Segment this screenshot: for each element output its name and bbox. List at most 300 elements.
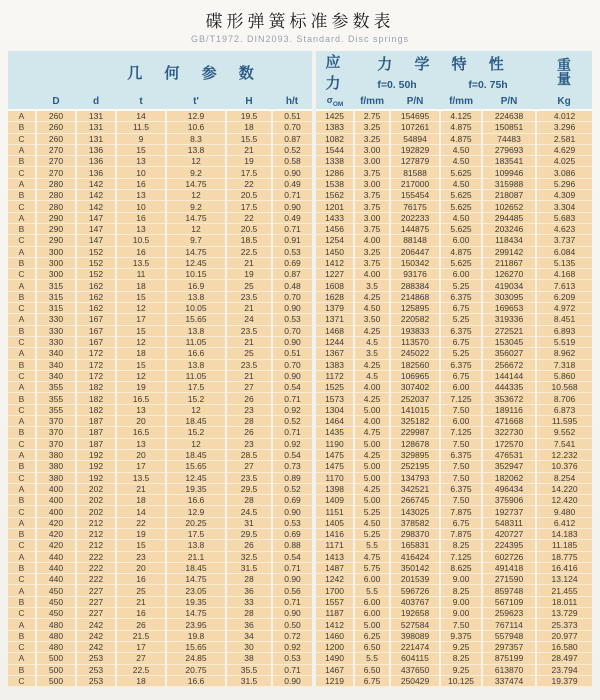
table-row <box>8 291 592 302</box>
table-cell: 227 <box>76 585 116 596</box>
table-cell: 0.87 <box>272 133 314 144</box>
table-cell: 28 <box>226 608 272 619</box>
table-cell: 4.00 <box>354 269 390 280</box>
table-cell: 0.53 <box>272 517 314 528</box>
table-cell: 290 <box>36 212 76 223</box>
table-cell: 10.125 <box>440 675 482 686</box>
table-cell: 1201 <box>314 201 354 212</box>
table-cell: 107261 <box>390 122 440 133</box>
table-cell: 13.5 <box>116 257 166 268</box>
table-cell: 5.25 <box>440 348 482 359</box>
table-cell: 355 <box>36 382 76 393</box>
table-cell: 5.625 <box>440 223 482 234</box>
table-cell: 250429 <box>390 675 440 686</box>
table-cell: 15.5 <box>226 133 272 144</box>
table-cell: 29.5 <box>226 483 272 494</box>
table-cell: 118434 <box>482 235 536 246</box>
table-cell: 420 <box>36 517 76 528</box>
table-cell: 23 <box>226 404 272 415</box>
table-cell: 6.75 <box>440 336 482 347</box>
table-cell: 6.75 <box>354 675 390 686</box>
table-cell: 3.75 <box>354 223 390 234</box>
table-cell: 1413 <box>314 551 354 562</box>
table-cell: 5.625 <box>440 201 482 212</box>
table-cell: 3.296 <box>536 122 592 133</box>
table-cell: 21 <box>226 144 272 155</box>
table-cell: 370 <box>36 427 76 438</box>
table-cell: 4.50 <box>440 212 482 223</box>
col-header-t: t <box>116 93 166 110</box>
table-cell: 227 <box>76 596 116 607</box>
table-cell: 192737 <box>482 506 536 517</box>
table-cell: 187 <box>76 416 116 427</box>
table-cell: 380 <box>36 449 76 460</box>
table-cell: 5.00 <box>354 404 390 415</box>
table-cell: 5.25 <box>354 528 390 539</box>
table-cell: 0.71 <box>272 223 314 234</box>
table-cell: 22.5 <box>226 246 272 257</box>
table-cell: 0.54 <box>272 551 314 562</box>
table-cell: 340 <box>36 359 76 370</box>
table-cell: 0.51 <box>272 348 314 359</box>
table-cell: 8.25 <box>440 653 482 664</box>
table-cell: 0.58 <box>272 156 314 167</box>
table-cell: 6.00 <box>354 608 390 619</box>
table-cell: 17.5 <box>166 382 226 393</box>
table-cell: 221474 <box>390 641 440 652</box>
row-type-label: A <box>8 653 36 664</box>
table-cell: 0.49 <box>272 178 314 189</box>
table-cell: 18 <box>226 122 272 133</box>
table-cell: 144144 <box>482 370 536 381</box>
weight-label-top: 重 <box>557 57 572 73</box>
table-cell: 4.012 <box>536 110 592 122</box>
table-cell: 10.15 <box>166 269 226 280</box>
table-cell: 604115 <box>390 653 440 664</box>
table-cell: 202 <box>76 506 116 517</box>
table-cell: 0.52 <box>272 483 314 494</box>
table-cell: 329895 <box>390 449 440 460</box>
table-cell: 26 <box>226 427 272 438</box>
table-cell: 256672 <box>482 359 536 370</box>
table-cell: 23.5 <box>226 472 272 483</box>
row-type-label: A <box>8 144 36 155</box>
table-cell: 22 <box>116 517 166 528</box>
table-cell: 9.375 <box>440 630 482 641</box>
table-cell: 227 <box>76 608 116 619</box>
row-type-label: B <box>8 495 36 506</box>
table-row <box>8 619 592 630</box>
table-cell: 1338 <box>314 156 354 167</box>
table-cell: 21.455 <box>536 585 592 596</box>
table-cell: 222 <box>76 562 116 573</box>
table-cell: 12.232 <box>536 449 592 460</box>
table-cell: 290 <box>36 223 76 234</box>
table-cell: 5.25 <box>354 506 390 517</box>
table-cell: 13.8 <box>166 144 226 155</box>
row-type-label: B <box>8 630 36 641</box>
table-cell: 21.1 <box>166 551 226 562</box>
table-cell: 217000 <box>390 178 440 189</box>
table-cell: 26 <box>116 619 166 630</box>
group-header-geometry: 几 何 参 数 <box>8 51 314 93</box>
table-cell: 16.580 <box>536 641 592 652</box>
table-cell: 12.45 <box>166 472 226 483</box>
table-cell: 288384 <box>390 280 440 291</box>
table-cell: 1409 <box>314 495 354 506</box>
table-cell: 242 <box>76 641 116 652</box>
table-cell: 4.25 <box>354 291 390 302</box>
table-cell: 7.875 <box>440 506 482 517</box>
row-type-label: C <box>8 641 36 652</box>
table-cell: 1187 <box>314 608 354 619</box>
table-cell: 315 <box>36 280 76 291</box>
table-cell: 18 <box>116 348 166 359</box>
table-cell: 0.70 <box>272 122 314 133</box>
table-cell: 1435 <box>314 427 354 438</box>
table-cell: 172 <box>76 348 116 359</box>
table-cell: 444335 <box>482 382 536 393</box>
table-cell: 1608 <box>314 280 354 291</box>
table-cell: 102652 <box>482 201 536 212</box>
row-type-label: C <box>8 506 36 517</box>
row-type-label: C <box>8 608 36 619</box>
table-cell: 8.25 <box>440 540 482 551</box>
table-cell: 12.45 <box>166 257 226 268</box>
table-cell: 319336 <box>482 314 536 325</box>
table-cell: 182 <box>76 393 116 404</box>
table-cell: 167 <box>76 336 116 347</box>
table-cell: 7.541 <box>536 438 592 449</box>
table-cell: 1383 <box>314 122 354 133</box>
table-cell: 23.5 <box>226 325 272 336</box>
table-cell: 9.552 <box>536 427 592 438</box>
table-cell: 10 <box>116 167 166 178</box>
table-cell: 3.304 <box>536 201 592 212</box>
table-cell: 12 <box>166 223 226 234</box>
table-cell: 6.75 <box>440 517 482 528</box>
table-row <box>8 404 592 415</box>
table-cell: 8.706 <box>536 393 592 404</box>
table-cell: 315988 <box>482 178 536 189</box>
table-cell: 31.5 <box>226 675 272 686</box>
row-type-label: A <box>8 449 36 460</box>
table-cell: 5.75 <box>354 562 390 573</box>
table-cell: 131 <box>76 122 116 133</box>
table-cell: 150851 <box>482 122 536 133</box>
table-cell: 6.893 <box>536 325 592 336</box>
table-cell: 134793 <box>390 472 440 483</box>
table-cell: 6.00 <box>440 235 482 246</box>
row-type-label: B <box>8 257 36 268</box>
row-type-label: B <box>8 393 36 404</box>
table-cell: 0.53 <box>272 314 314 325</box>
table-cell: 192 <box>76 449 116 460</box>
table-cell: 6.00 <box>354 596 390 607</box>
table-cell: 280 <box>36 201 76 212</box>
table-cell: 203246 <box>482 223 536 234</box>
table-cell: 7.50 <box>440 438 482 449</box>
table-cell: 6.873 <box>536 404 592 415</box>
table-cell: 4.875 <box>440 246 482 257</box>
table-cell: 222 <box>76 574 116 585</box>
table-cell: 496434 <box>482 483 536 494</box>
table-cell: 182 <box>76 404 116 415</box>
table-cell: 19 <box>116 528 166 539</box>
table-cell: 18.775 <box>536 551 592 562</box>
table-cell: 28.5 <box>226 449 272 460</box>
row-type-label: A <box>8 517 36 528</box>
table-cell: 16 <box>116 212 166 223</box>
table-cell: 375906 <box>482 495 536 506</box>
table-cell: 6.375 <box>440 483 482 494</box>
table-cell: 144875 <box>390 223 440 234</box>
table-cell: 303095 <box>482 291 536 302</box>
table-cell: 9 <box>116 133 166 144</box>
col-header-H: H <box>226 93 272 110</box>
table-cell: 224395 <box>482 540 536 551</box>
table-cell: 0.53 <box>272 653 314 664</box>
table-cell: 34 <box>226 630 272 641</box>
table-cell: 13.729 <box>536 608 592 619</box>
table-cell: 4.168 <box>536 269 592 280</box>
table-cell: 12 <box>166 404 226 415</box>
group-header-stress: 应 力 <box>314 51 354 93</box>
sigma-symbol: σ <box>326 94 333 105</box>
table-cell: 1405 <box>314 517 354 528</box>
table-row <box>8 517 592 528</box>
table-cell: 182 <box>76 382 116 393</box>
table-cell: 10.5 <box>116 235 166 246</box>
row-type-label: A <box>8 382 36 393</box>
table-header <box>8 51 592 110</box>
table-cell: 14.220 <box>536 483 592 494</box>
table-cell: 14.75 <box>166 178 226 189</box>
table-cell: 400 <box>36 495 76 506</box>
table-cell: 0.87 <box>272 269 314 280</box>
table-cell: 20.25 <box>166 517 226 528</box>
table-cell: 330 <box>36 314 76 325</box>
table-cell: 15.2 <box>166 427 226 438</box>
table-cell: 0.90 <box>272 506 314 517</box>
table-cell: 567109 <box>482 596 536 607</box>
table-cell: 471668 <box>482 416 536 427</box>
table-cell: 27 <box>116 653 166 664</box>
table-cell: 1367 <box>314 348 354 359</box>
table-cell: 28.497 <box>536 653 592 664</box>
table-cell: 22.5 <box>116 664 166 675</box>
row-type-label: C <box>8 472 36 483</box>
table-cell: 172 <box>76 359 116 370</box>
table-cell: 0.54 <box>272 382 314 393</box>
table-row <box>8 675 592 686</box>
table-cell: 1487 <box>314 562 354 573</box>
table-cell: 1490 <box>314 653 354 664</box>
table-cell: 1450 <box>314 246 354 257</box>
table-row <box>8 156 592 167</box>
table-cell: 294485 <box>482 212 536 223</box>
table-cell: 356027 <box>482 348 536 359</box>
table-cell: 13 <box>116 156 166 167</box>
table-cell: 0.54 <box>272 449 314 460</box>
table-row <box>8 144 592 155</box>
table-cell: 12 <box>116 303 166 314</box>
table-cell: 1557 <box>314 596 354 607</box>
table-cell: 182062 <box>482 472 536 483</box>
table-row <box>8 483 592 494</box>
table-cell: 11 <box>116 269 166 280</box>
table-cell: 440 <box>36 574 76 585</box>
table-cell: 5.00 <box>354 472 390 483</box>
table-cell: 5.25 <box>440 280 482 291</box>
table-row <box>8 133 592 144</box>
table-cell: 0.90 <box>272 201 314 212</box>
table-cell: 0.92 <box>272 404 314 415</box>
table-cell: 17 <box>116 641 166 652</box>
table-cell: 16.5 <box>116 393 166 404</box>
table-row <box>8 314 592 325</box>
table-cell: 11.185 <box>536 540 592 551</box>
table-cell: 16.5 <box>116 427 166 438</box>
table-cell: 245022 <box>390 348 440 359</box>
page-title: 碟形弹簧标准参数表 <box>205 12 395 31</box>
table-cell: 32.5 <box>226 551 272 562</box>
row-type-label: B <box>8 359 36 370</box>
table-cell: 1244 <box>314 336 354 347</box>
table-cell: 165831 <box>390 540 440 551</box>
table-cell: 403767 <box>390 596 440 607</box>
table-cell: 11.05 <box>166 370 226 381</box>
table-cell: 6.75 <box>440 370 482 381</box>
table-cell: 1219 <box>314 675 354 686</box>
row-type-label: B <box>8 664 36 675</box>
table-cell: 189116 <box>482 404 536 415</box>
table-cell: 15.2 <box>166 393 226 404</box>
table-cell: 13.8 <box>166 325 226 336</box>
table-cell: 17.5 <box>226 201 272 212</box>
table-cell: 4.025 <box>536 156 592 167</box>
table-cell: 23.5 <box>226 291 272 302</box>
table-cell: 355 <box>36 404 76 415</box>
table-cell: 1467 <box>314 664 354 675</box>
table-cell: 253 <box>76 664 116 675</box>
table-cell: 500 <box>36 653 76 664</box>
table-cell: 20.977 <box>536 630 592 641</box>
table-cell: 0.91 <box>272 235 314 246</box>
table-cell: 192 <box>76 461 116 472</box>
table-cell: 16 <box>116 178 166 189</box>
table-cell: 142 <box>76 178 116 189</box>
table-cell: 16.9 <box>166 280 226 291</box>
table-row <box>8 359 592 370</box>
table-cell: 1525 <box>314 382 354 393</box>
table-cell: 21 <box>226 370 272 381</box>
table-cell: 10 <box>116 201 166 212</box>
table-cell: 5.860 <box>536 370 592 381</box>
table-cell: 7.50 <box>440 404 482 415</box>
table-row <box>8 269 592 280</box>
table-cell: 380 <box>36 461 76 472</box>
table-cell: 152 <box>76 269 116 280</box>
table-cell: 1628 <box>314 291 354 302</box>
row-type-label: C <box>8 370 36 381</box>
table-cell: 212 <box>76 528 116 539</box>
row-type-label: A <box>8 246 36 257</box>
table-cell: 0.48 <box>272 280 314 291</box>
table-cell: 29.5 <box>226 528 272 539</box>
table-cell: 613870 <box>482 664 536 675</box>
table-cell: 20.75 <box>166 664 226 675</box>
table-cell: 3.75 <box>354 257 390 268</box>
table-cell: 5.519 <box>536 336 592 347</box>
table-cell: 4.50 <box>354 303 390 314</box>
col-header-sigma <box>314 93 354 110</box>
table-cell: 8.3 <box>166 133 226 144</box>
table-cell: 16.6 <box>166 495 226 506</box>
table-cell: 218087 <box>482 190 536 201</box>
table-row <box>8 506 592 517</box>
table-cell: 20 <box>116 416 166 427</box>
table-cell: 315 <box>36 303 76 314</box>
table-cell: 596726 <box>390 585 440 596</box>
table-cell: 30 <box>226 641 272 652</box>
table-cell: 7.50 <box>440 619 482 630</box>
table-cell: 28 <box>226 416 272 427</box>
table-cell: 136 <box>76 167 116 178</box>
table-cell: 23.5 <box>226 359 272 370</box>
table-cell: 4.50 <box>354 517 390 528</box>
table-cell: 113570 <box>390 336 440 347</box>
table-cell: 1200 <box>314 641 354 652</box>
table-cell: 3.00 <box>354 212 390 223</box>
table-cell: 3.086 <box>536 167 592 178</box>
table-cell: 24.5 <box>226 506 272 517</box>
table-cell: 224638 <box>482 110 536 122</box>
table-cell: 4.50 <box>440 144 482 155</box>
table-cell: 548311 <box>482 517 536 528</box>
table-cell: 527584 <box>390 619 440 630</box>
table-cell: 21 <box>226 257 272 268</box>
table-cell: 13 <box>116 404 166 415</box>
table-cell: 1151 <box>314 506 354 517</box>
table-cell: 352947 <box>482 461 536 472</box>
table-cell: 4.25 <box>354 393 390 404</box>
table-cell: 127879 <box>390 156 440 167</box>
table-cell: 299142 <box>482 246 536 257</box>
table-cell: 0.52 <box>272 144 314 155</box>
group-header-weight <box>536 51 592 93</box>
table-cell: 13.8 <box>166 540 226 551</box>
table-cell: 13.8 <box>166 359 226 370</box>
table-cell: 15.65 <box>166 461 226 472</box>
table-cell: 141015 <box>390 404 440 415</box>
table-cell: 162 <box>76 280 116 291</box>
table-cell: 8.451 <box>536 314 592 325</box>
table-cell: 6.209 <box>536 291 592 302</box>
table-cell: 6.375 <box>440 359 482 370</box>
table-cell: 9.7 <box>166 235 226 246</box>
row-type-label: B <box>8 461 36 472</box>
table-cell: 420 <box>36 528 76 539</box>
table-cell: 18.45 <box>166 449 226 460</box>
table-cell: 253 <box>76 653 116 664</box>
table-cell: 27 <box>226 461 272 472</box>
table-cell: 491418 <box>482 562 536 573</box>
table-cell: 18.5 <box>226 235 272 246</box>
table-cell: 5.135 <box>536 257 592 268</box>
table-row <box>8 653 592 664</box>
table-cell: 5.683 <box>536 212 592 223</box>
